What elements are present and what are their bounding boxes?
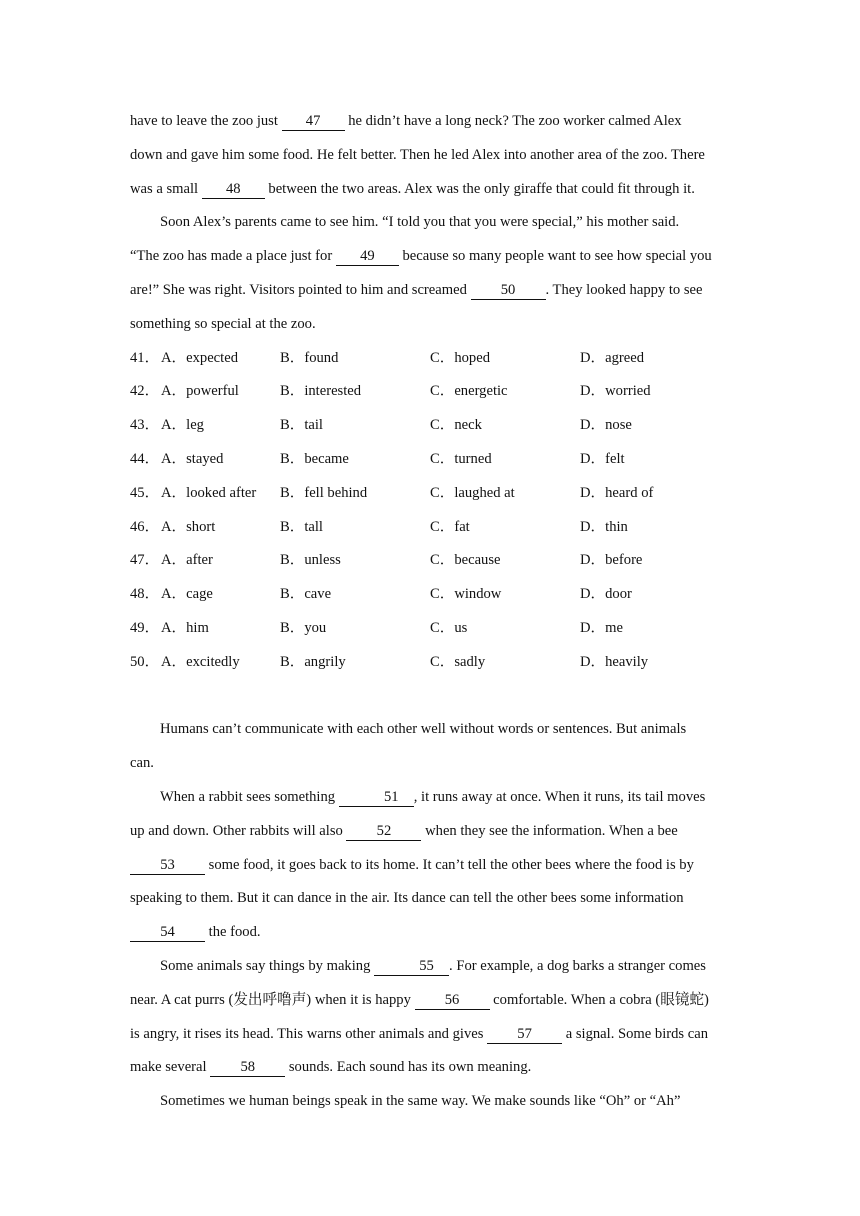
question-number: 42． — [130, 383, 160, 400]
passage-text: up and down. Other rabbits will also — [130, 822, 347, 839]
passage-text: near. A cat purrs (发出呼噜声) when it is happy — [130, 991, 415, 1008]
answer-blank: 50 — [471, 281, 546, 300]
option-a[interactable]: A．him — [161, 619, 209, 636]
option-b[interactable]: B．unless — [280, 552, 341, 569]
option-c[interactable]: C．turned — [430, 450, 492, 467]
question-number: 48． — [130, 586, 160, 603]
option-d[interactable]: D．nose — [580, 417, 632, 434]
text-line — [130, 815, 732, 849]
option-c[interactable]: C．neck — [430, 417, 482, 434]
answer-blank: 55 — [374, 957, 449, 976]
option-d[interactable]: D．thin — [580, 518, 628, 535]
passage-text: the food. — [205, 924, 261, 941]
text-line — [130, 173, 732, 207]
option-b[interactable]: B．angrily — [280, 653, 346, 670]
text-line — [130, 240, 732, 274]
option-c[interactable]: C．fat — [430, 518, 470, 535]
answer-blank: 54 — [130, 923, 205, 942]
option-c[interactable]: C．laughed at — [430, 484, 515, 501]
question-number: 44． — [130, 450, 160, 467]
passage-text: . They looked happy to see — [545, 281, 703, 298]
answer-blank: 48 — [202, 180, 265, 199]
option-b[interactable]: B．became — [280, 450, 349, 467]
passage-text: is angry, it rises its head. This warns other animals and gives — [130, 1025, 488, 1042]
option-a[interactable]: A．expected — [161, 349, 238, 366]
passage-text: Some animals say things by making — [160, 957, 375, 974]
option-a[interactable]: A．powerful — [161, 383, 239, 400]
passage-text: can. — [130, 755, 154, 772]
passage-text: because so many people want to see how special you — [398, 248, 712, 265]
passage-text: Soon Alex’s parents came to see him. “I told you that you were special,” his mother said. — [160, 214, 680, 231]
answer-blank: 47 — [282, 112, 345, 131]
passage-text: was a small — [130, 180, 202, 197]
option-a[interactable]: A．looked after — [161, 484, 257, 501]
text-line — [130, 747, 732, 781]
answer-blank: 57 — [487, 1025, 562, 1044]
question-number: 43． — [130, 417, 160, 434]
option-c[interactable]: C．because — [430, 552, 501, 569]
option-d[interactable]: D．heavily — [580, 653, 649, 670]
passage-text: Humans can’t communicate with each other well without words or sentences. But animals — [160, 721, 687, 738]
passage-1 — [130, 105, 732, 342]
question-row — [130, 612, 732, 646]
text-line — [130, 984, 732, 1018]
question-row — [130, 409, 732, 443]
text-line — [130, 1085, 732, 1119]
question-row — [130, 342, 732, 376]
option-b[interactable]: B．tall — [280, 518, 323, 535]
text-line — [130, 1018, 732, 1052]
option-a[interactable]: A．after — [161, 552, 213, 569]
question-row — [130, 646, 732, 680]
answer-blank: 52 — [346, 822, 421, 841]
text-line — [130, 950, 732, 984]
option-b[interactable]: B．tail — [280, 417, 323, 434]
question-number: 45． — [130, 484, 160, 501]
option-d[interactable]: D．me — [580, 619, 623, 636]
question-row — [130, 443, 732, 477]
passage-text: speaking to them. But it can dance in the air. Its dance can tell the other bees some information — [130, 890, 684, 907]
option-d[interactable]: D．door — [580, 586, 632, 603]
text-line — [130, 849, 732, 883]
text-line — [130, 206, 732, 240]
option-b[interactable]: B．interested — [280, 383, 362, 400]
passage-text: between the two areas. Alex was the only giraffe that could fit through it. — [264, 180, 695, 197]
question-row — [130, 375, 732, 409]
option-d[interactable]: D．agreed — [580, 349, 645, 366]
option-b[interactable]: B．fell behind — [280, 484, 368, 501]
text-line — [130, 781, 732, 815]
option-a[interactable]: A．excitedly — [161, 653, 240, 670]
passage-text: , it runs away at once. When it runs, its tail moves — [413, 788, 706, 805]
passage-text: Sometimes we human beings speak in the same way. We make sounds like “Oh” or “Ah” — [160, 1093, 681, 1110]
option-c[interactable]: C．window — [430, 586, 502, 603]
text-line — [130, 308, 732, 342]
option-b[interactable]: B．cave — [280, 586, 332, 603]
passage-text: “The zoo has made a place just for — [130, 248, 336, 265]
question-number: 47． — [130, 552, 160, 569]
option-c[interactable]: C．us — [430, 619, 468, 636]
passage-text: he didn’t have a long neck? The zoo worker calmed Alex — [344, 113, 682, 129]
passage-text: some food, it goes back to its home. It can’t tell the other bees where the food is by — [205, 856, 694, 873]
text-line — [130, 139, 732, 173]
option-c[interactable]: C．hoped — [430, 349, 490, 366]
text-line — [130, 105, 732, 139]
answer-blank: 51 — [339, 788, 414, 807]
text-line — [130, 713, 732, 747]
text-line — [130, 1051, 732, 1085]
passage-text: comfortable. When a cobra (眼镜蛇) — [489, 991, 709, 1008]
passage-text: . For example, a dog barks a stranger comes — [449, 957, 706, 974]
text-line — [130, 274, 732, 308]
question-number: 49． — [130, 619, 160, 636]
passage-text: When a rabbit sees something — [160, 788, 339, 805]
option-c[interactable]: C．energetic — [430, 383, 508, 400]
text-line — [130, 882, 732, 916]
question-number: 50． — [130, 653, 160, 670]
answer-blank: 49 — [336, 247, 399, 266]
passage-2 — [130, 713, 732, 1119]
passage-text: sounds. Each sound has its own meaning. — [285, 1059, 532, 1076]
option-d[interactable]: D．worried — [580, 383, 651, 400]
answer-blank: 56 — [415, 991, 490, 1010]
passage-text: are!” She was right. Visitors pointed to him and screamed — [130, 281, 471, 298]
answer-blank: 58 — [210, 1058, 285, 1077]
passage-text: when they see the information. When a bee — [421, 822, 678, 839]
answer-blank: 53 — [130, 856, 205, 875]
text-line — [130, 916, 732, 950]
option-d[interactable]: D．before — [580, 552, 643, 569]
section-gap — [130, 680, 732, 714]
passage-text: have to leave the zoo just — [130, 113, 282, 129]
passage-text: a signal. Some birds can — [562, 1025, 708, 1042]
question-row — [130, 544, 732, 578]
question-row — [130, 578, 732, 612]
option-c[interactable]: C．sadly — [430, 653, 486, 670]
question-row — [130, 477, 732, 511]
options-table — [130, 342, 732, 680]
passage-text: something so special at the zoo. — [130, 315, 316, 332]
option-d[interactable]: D．heard of — [580, 484, 654, 501]
option-a[interactable]: A．short — [161, 518, 216, 535]
option-a[interactable]: A．leg — [161, 417, 204, 434]
passage-text: down and gave him some food. He felt better. Then he led Alex into another area of the zoo. There — [130, 146, 705, 163]
question-number: 46． — [130, 518, 160, 535]
option-d[interactable]: D．felt — [580, 450, 625, 467]
option-b[interactable]: B．found — [280, 349, 339, 366]
option-a[interactable]: A．stayed — [161, 450, 224, 467]
question-number: 41． — [130, 349, 160, 366]
passage-text: make several — [130, 1059, 211, 1076]
option-b[interactable]: B．you — [280, 619, 327, 636]
option-a[interactable]: A．cage — [161, 586, 213, 603]
document-content — [130, 105, 732, 1119]
question-row — [130, 511, 732, 545]
